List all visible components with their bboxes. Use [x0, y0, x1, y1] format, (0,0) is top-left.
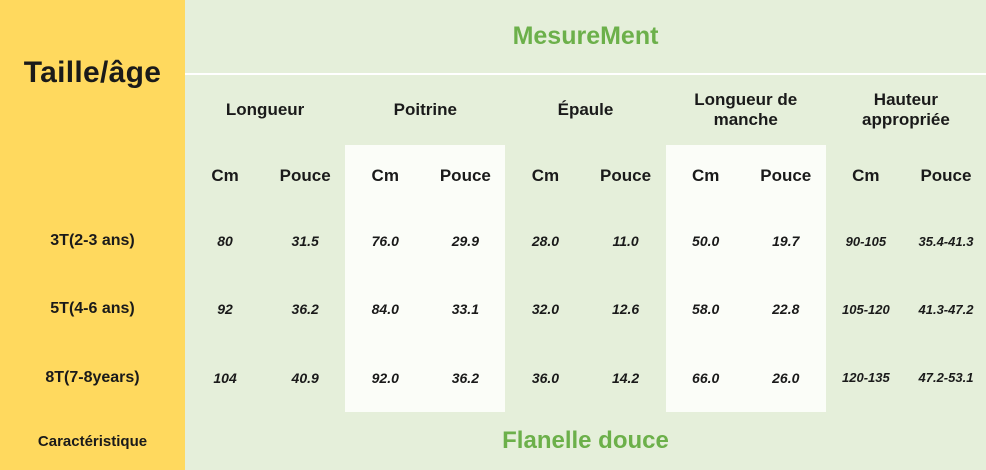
table-row [666, 207, 826, 275]
measurement-panel [185, 0, 986, 470]
table-row [345, 344, 505, 412]
cell-value: 22.8 [772, 301, 800, 318]
table-row [185, 344, 345, 412]
unit-label-pouce: Pouce [279, 166, 331, 185]
group-header: Longueur [225, 100, 305, 120]
table-row [345, 207, 505, 275]
cell-value: 104 [213, 369, 237, 386]
cell-value: 76.0 [371, 233, 399, 250]
table-row-label: 5T(4-6 ans) [50, 300, 135, 318]
table-row [826, 207, 986, 275]
cell-value: 92.0 [371, 369, 399, 386]
unit-label-pouce: Pouce [439, 166, 491, 185]
measurement-groups [185, 75, 986, 412]
unit-label-pouce: Pouce [920, 166, 972, 185]
group-header: Poitrine [393, 100, 457, 120]
cell-value: 92 [217, 301, 233, 318]
cell-value: 40.9 [291, 369, 319, 386]
cell-value: 32.0 [531, 301, 560, 318]
measurement-group-poitrine [345, 75, 505, 412]
unit-label-cm: Cm [211, 166, 239, 185]
table-row [345, 275, 505, 343]
cell-value: 84.0 [371, 301, 399, 318]
cell-value: 11.0 [612, 233, 639, 250]
measurement-group-epaule [505, 75, 665, 412]
cell-value: 33.1 [451, 301, 479, 318]
unit-row [505, 145, 665, 207]
cell-value: 19.7 [772, 233, 800, 250]
size-age-unit-spacer [0, 145, 185, 207]
cell-value: 50.0 [692, 233, 720, 250]
size-age-column [0, 0, 185, 470]
measurement-title: MesureMent [185, 0, 986, 75]
measurement-group-longueur-de-manche [666, 75, 826, 412]
group-rows [505, 207, 665, 412]
size-age-header: Taille/âge [23, 55, 162, 89]
unit-label-cm: Cm [852, 166, 880, 185]
size-age-row-labels [0, 207, 185, 412]
table-row [185, 275, 345, 343]
cell-value: 80 [217, 233, 233, 250]
cell-value: 35.4-41.3 [918, 233, 974, 249]
cell-value: 66.0 [692, 369, 720, 386]
unit-label-cm: Cm [531, 166, 560, 185]
table-row [505, 275, 665, 343]
table-row [505, 344, 665, 412]
group-header: Hauteur appropriée [861, 90, 950, 129]
cell-value: 47.2-53.1 [918, 370, 974, 386]
table-row [505, 207, 665, 275]
cell-value: 28.0 [531, 233, 560, 250]
unit-row [345, 145, 505, 207]
cell-value: 36.2 [451, 369, 479, 386]
unit-label-pouce: Pouce [600, 166, 652, 185]
table-row-label: 3T(2-3 ans) [50, 232, 135, 250]
group-rows [826, 207, 986, 412]
unit-row [185, 145, 345, 207]
cell-value: 29.9 [451, 233, 479, 250]
measurement-group-longueur [185, 75, 345, 412]
cell-value: 26.0 [772, 369, 800, 386]
cell-value: 58.0 [692, 301, 720, 318]
cell-value: 12.6 [611, 301, 640, 318]
feature-value: Flanelle douce [502, 427, 669, 454]
cell-value: 14.2 [611, 369, 640, 386]
cell-value: 105-120 [842, 301, 890, 317]
table-row [666, 275, 826, 343]
cell-value: 90-105 [845, 233, 887, 249]
group-rows [666, 207, 826, 412]
unit-row [826, 145, 986, 207]
table-row [826, 275, 986, 343]
cell-value: 36.0 [531, 369, 560, 386]
unit-label-cm: Cm [691, 166, 720, 185]
table-row [666, 344, 826, 412]
unit-label-cm: Cm [371, 166, 399, 185]
table-row-label: 8T(7-8years) [45, 368, 140, 386]
table-row [185, 207, 345, 275]
table-row [826, 344, 986, 412]
group-rows [345, 207, 505, 412]
cell-value: 120-135 [842, 370, 890, 386]
group-header: Épaule [557, 100, 614, 120]
cell-value: 31.5 [291, 233, 319, 250]
cell-value: 36.2 [291, 301, 319, 318]
feature-label: Caractéristique [37, 432, 148, 450]
unit-row [666, 145, 826, 207]
cell-value: 41.3-47.2 [918, 301, 974, 317]
group-header: Longueur de manche [694, 90, 798, 129]
unit-label-pouce: Pouce [760, 166, 812, 185]
measurement-group-hauteur-appropriee [826, 75, 986, 412]
group-rows [185, 207, 345, 412]
